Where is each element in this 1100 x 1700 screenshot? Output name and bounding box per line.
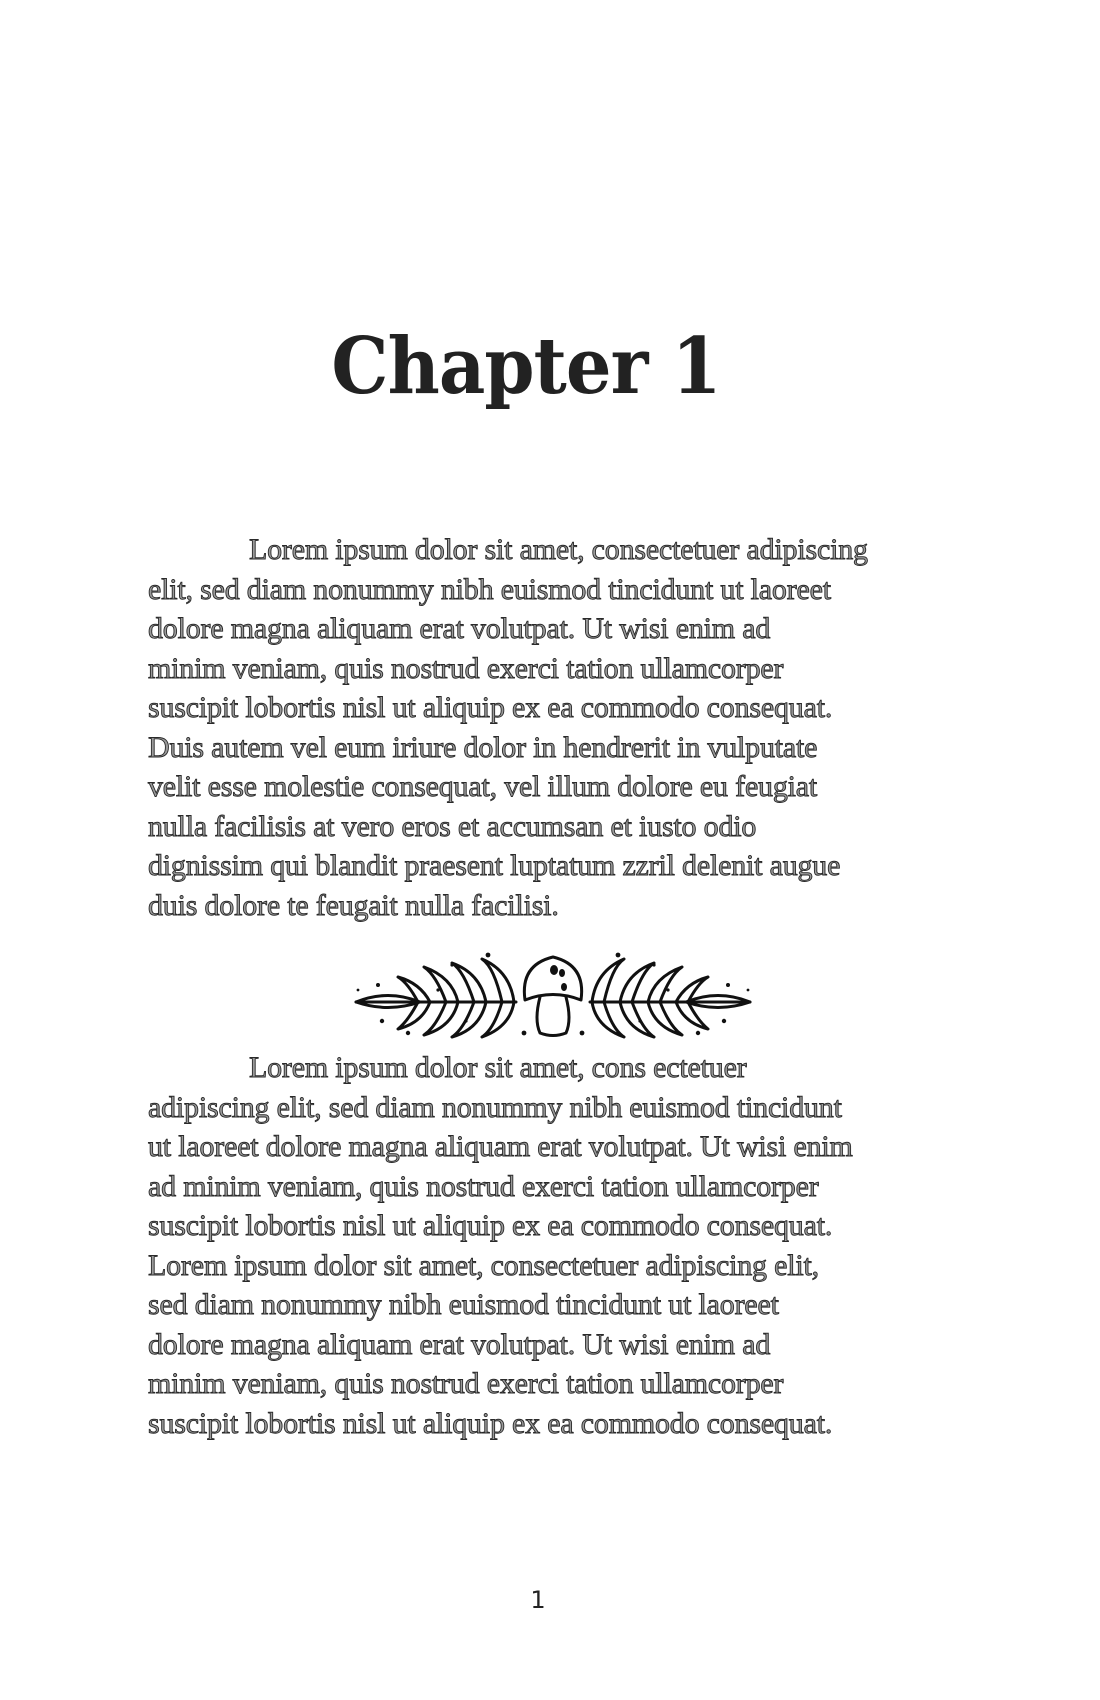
chapter-title: Chapter 1	[331, 321, 721, 412]
text-line: Lorem ipsum dolor sit amet, cons ectetuer	[249, 1051, 747, 1084]
text-line: suscipit lobortis nisl ut aliquip ex ea commodo consequat.	[148, 1406, 833, 1440]
text-line: velit esse molestie consequat, vel illum dolore eu feugiat	[148, 770, 818, 803]
text-line: minim veniam, quis nostrud exerci tation ullamcorper	[148, 1367, 784, 1400]
text-line: dignissim qui blandit praesent luptatum zzril delenit augue	[148, 849, 841, 882]
text-line: dolore magna aliquam erat volutpat. Ut wisi enim ad	[148, 1327, 771, 1361]
mushroom-leaf-divider-icon	[348, 945, 758, 1040]
text-line: suscipit lobortis nisl ut aliquip ex ea commodo consequat.	[148, 691, 833, 724]
text-line: dolore magna aliquam erat volutpat. Ut wisi enim ad	[148, 612, 771, 645]
text-line: minim veniam, quis nostrud exerci tation ullamcorper	[148, 651, 784, 685]
text-line: Lorem ipsum dolor sit amet, consectetuer adipiscing	[249, 533, 868, 566]
text-line: duis dolore te feugait nulla facilisi.	[148, 888, 559, 922]
text-line: Lorem ipsum dolor sit amet, consectetuer adipiscing elit,	[148, 1248, 819, 1282]
text-line: suscipit lobortis nisl ut aliquip ex ea commodo consequat.	[148, 1209, 833, 1242]
text-line: sed diam nonummy nibh euismod tincidunt ut laoreet	[148, 1288, 779, 1321]
page-number: 1	[530, 1586, 546, 1614]
text-line: ut laoreet dolore magna aliquam erat volutpat. Ut wisi enim	[148, 1130, 853, 1163]
text-line: ad minim veniam, quis nostrud exerci tation ullamcorper	[148, 1169, 819, 1203]
text-line: elit, sed diam nonummy nibh euismod tincidunt ut laoreet	[148, 572, 831, 606]
text-line: adipiscing elit, sed diam nonummy nibh euismod tincidunt	[148, 1090, 842, 1124]
text-line: Duis autem vel eum iriure dolor in hendrerit in vulputate	[148, 730, 818, 764]
text-line: nulla facilisis at vero eros et accumsan et iusto odio	[148, 809, 757, 843]
